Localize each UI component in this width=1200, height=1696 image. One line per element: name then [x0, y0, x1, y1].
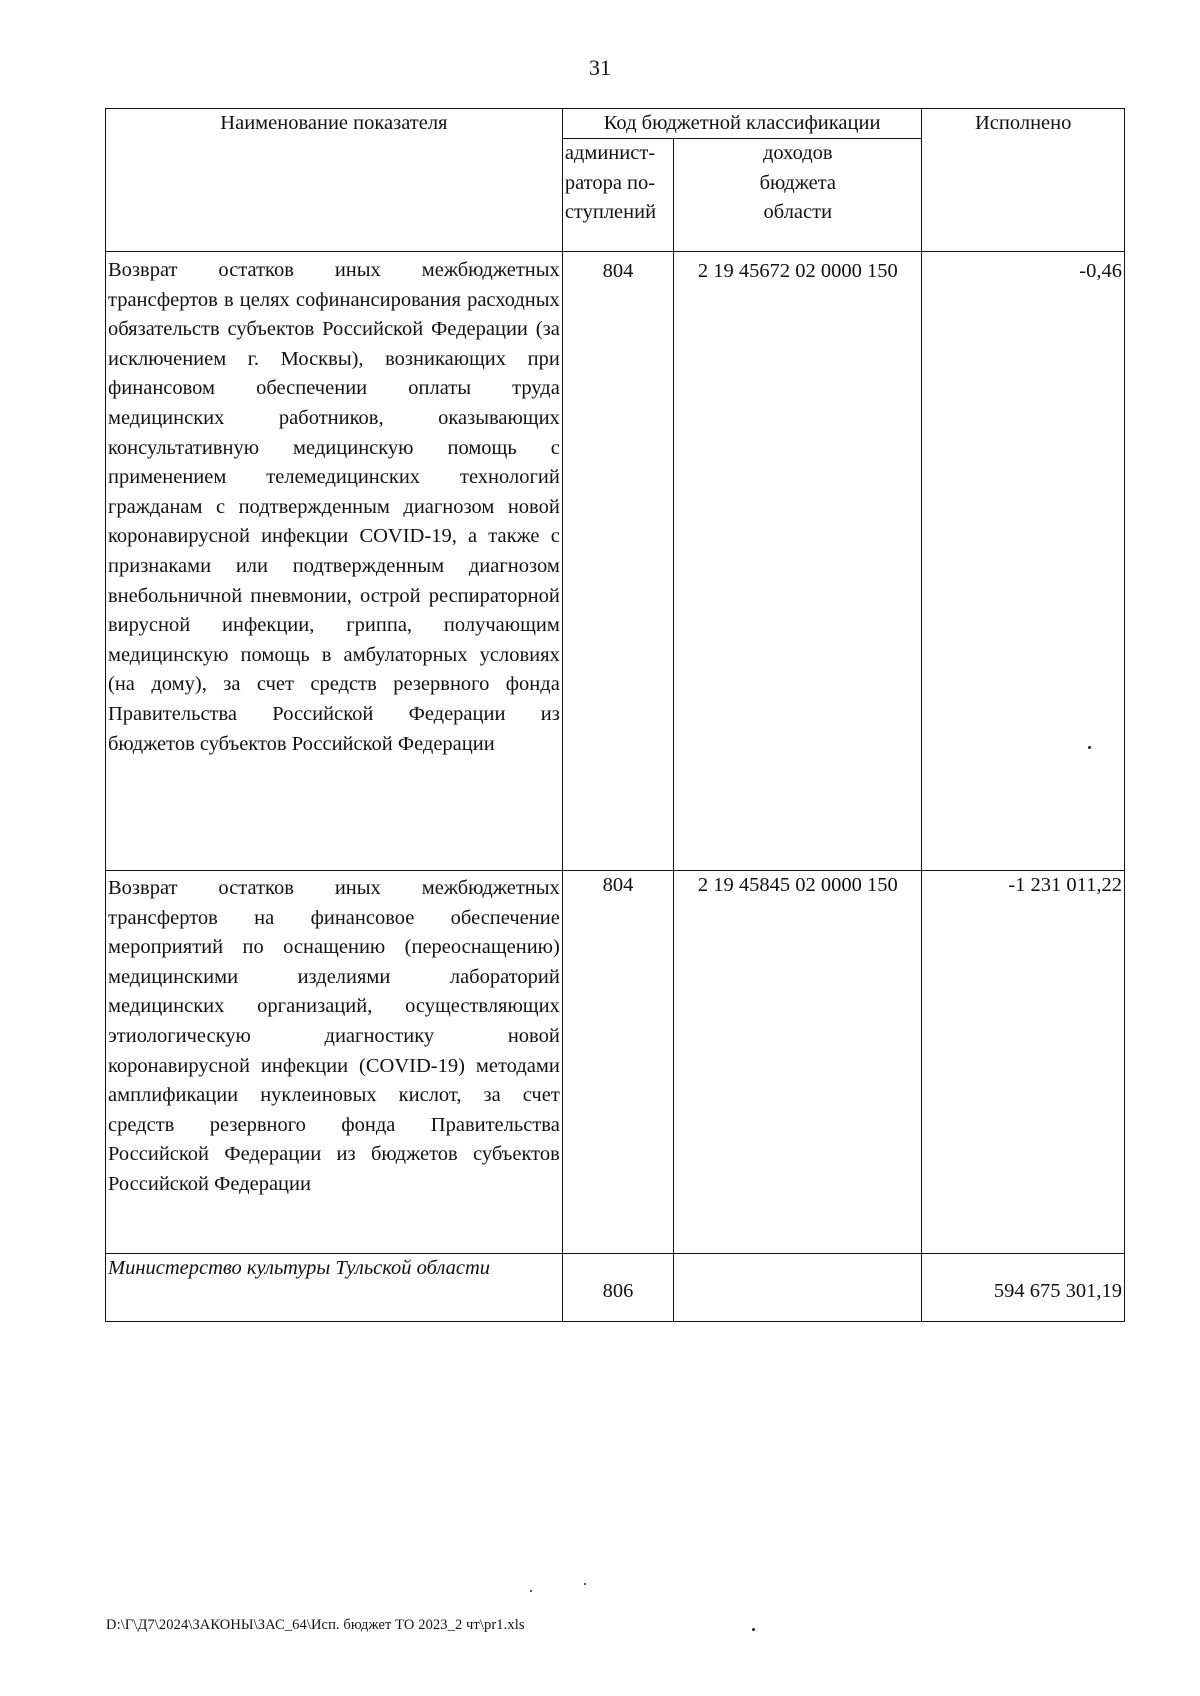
header-income-code — [674, 139, 922, 252]
budget-execution-table — [105, 108, 1125, 1322]
header-admin-code: админист-ратора по-ступлений — [562, 139, 673, 252]
header-indicator-name: Наименование показателя — [106, 109, 563, 252]
scan-speck — [1088, 746, 1091, 749]
table-row — [106, 252, 1125, 871]
table-row — [106, 1254, 1125, 1322]
row-indicator-name: Возврат остатков иных межбюджетных трансфертов на финансовое обеспечение мероприятий по оснащению (переоснащению) медицинскими изделиями лабораторий медицинских организаций, осуществляющих этиологическую диагностику новой коронавирусной инфекции (COVID-19) методами амплификации нуклеиновых кислот, за счет средств резервного фонда Правительства Российской Федерации из бюджетов субъектов Российской Федерации — [106, 871, 563, 1254]
row-admin-code: 806 — [562, 1254, 673, 1322]
header-budget-code-group: Код бюджетной классификации — [562, 109, 922, 139]
scan-speck — [530, 1590, 532, 1592]
table-row — [106, 871, 1125, 1254]
table-header-row — [106, 109, 1125, 139]
row-executed-amount: -0,46 — [922, 252, 1125, 871]
header-executed: Исполнено — [922, 109, 1125, 252]
header-income-code-text: доходов бюджета области — [759, 142, 837, 224]
row-admin-code: 804 — [562, 871, 673, 1254]
row-executed-amount: -1 231 011,22 — [922, 871, 1125, 1254]
row-income-code: 2 19 45845 02 0000 150 — [674, 871, 922, 1254]
row-income-code: 2 19 45672 02 0000 150 — [674, 252, 922, 871]
row-admin-code: 804 — [562, 252, 673, 871]
scan-speck — [752, 1628, 755, 1631]
page-number: 31 — [589, 55, 611, 80]
row-income-code — [674, 1254, 922, 1322]
scan-speck — [584, 1583, 586, 1585]
row-ministry-name: Министерство культуры Тульской области — [106, 1254, 563, 1322]
file-path-footer: D:\Г\Д7\2024\ЗАКОНЫ\ЗАС_64\Исп. бюджет ТО 2023_2 чт\pr1.xls — [106, 1617, 525, 1633]
row-executed-amount: 594 675 301,19 — [922, 1254, 1125, 1322]
row-indicator-name: Возврат остатков иных межбюджетных трансфертов в целях софинансирования расходных обязательств субъектов Российской Федерации (за исключением г. Москвы), возникающих при финансовом обеспечении оплаты труда медицинских работников, оказывающих консультативную медицинскую помощь с применением телемедицинских технологий гражданам с подтвержденным диагнозом новой коронавирусной инфекции COVID-19, а также с признаками или подтвержденным диагнозом внебольничной пневмонии, острой респираторной вирусной инфекции, гриппа, получающим медицинскую помощь в амбулаторных условиях (на дому), за счет средств резервного фонда Правительства Российской Федерации из бюджетов субъектов Российской Федерации — [106, 252, 563, 871]
